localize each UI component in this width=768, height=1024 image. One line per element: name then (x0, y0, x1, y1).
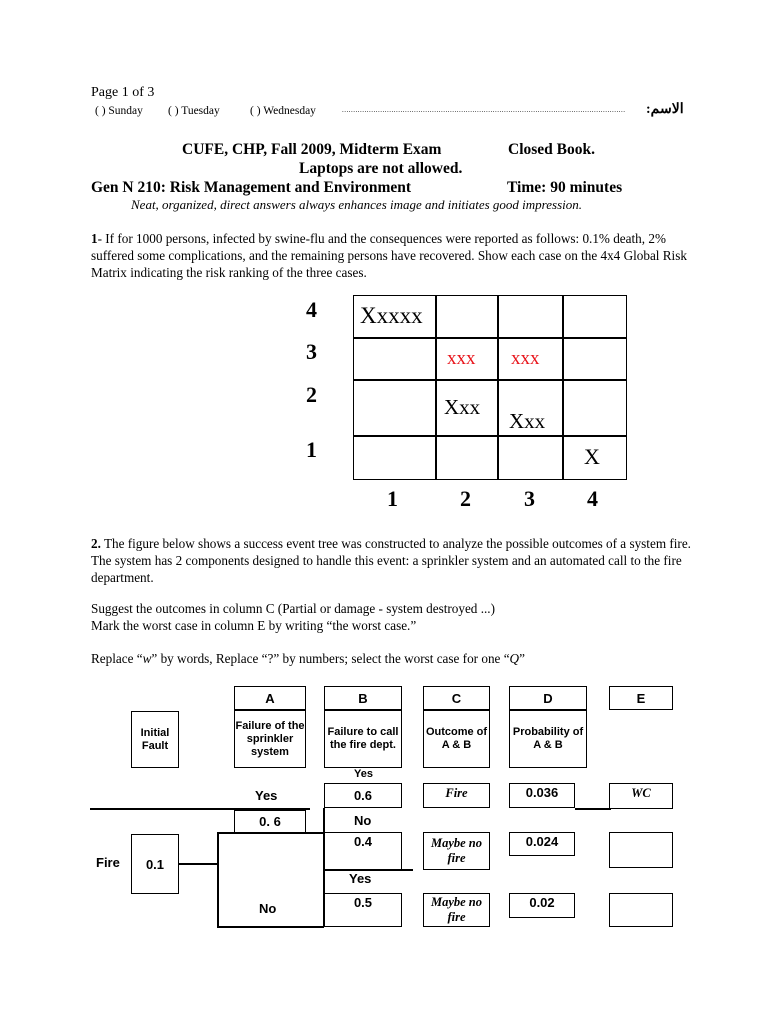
initial-fault-header: Initial Fault (131, 711, 179, 768)
cell-r3c2: xxx (447, 348, 476, 369)
replace-text-1: Replace “ (91, 651, 143, 666)
d-probability-3[interactable]: 0.02 (509, 893, 575, 918)
y-label-2: 2 (306, 382, 317, 407)
fire-probability[interactable]: 0.1 (131, 834, 179, 894)
col-letter-a: A (234, 686, 306, 710)
exam-title: CUFE, CHP, Fall 2009, Midterm Exam (182, 141, 442, 158)
d-probability-2[interactable]: 0.024 (509, 832, 575, 856)
a-yes-label: Yes (255, 788, 278, 803)
motto: Neat, organized, direct answers always enhances image and initiates good impression. (131, 197, 582, 212)
x-label-3: 3 (524, 486, 535, 511)
b-yes-label-1: Yes (354, 768, 373, 780)
question-2-number: 2. (91, 536, 101, 551)
x-label-2: 2 (460, 486, 471, 511)
c-outcome-1[interactable]: Fire (423, 783, 490, 808)
name-label: الاسم: (646, 102, 684, 117)
e-mark-1[interactable]: WC (609, 783, 673, 809)
day-option-tuesday[interactable]: ( ) Tuesday (168, 105, 220, 117)
replace-q: Q (509, 651, 520, 666)
question-2 (91, 535, 703, 586)
x-label-4: 4 (587, 486, 598, 511)
closed-book-note: Closed Book. (508, 141, 595, 158)
instruction-worst-case: Mark the worst case in column E by writing “the worst case.” (91, 618, 417, 633)
cell-r1c4: X (584, 444, 600, 469)
replace-text-2: ” by words, Replace “?” by numbers; select the worst case for one “ (151, 651, 510, 666)
y-label-1: 1 (306, 437, 317, 462)
c-outcome-2[interactable]: Maybe no fire (423, 832, 490, 870)
question-1 (91, 230, 701, 281)
instruction-replace (91, 651, 525, 667)
col-letter-d: D (509, 686, 587, 710)
course-title: Gen N 210: Risk Management and Environment (91, 179, 412, 196)
col-letter-c: C (423, 686, 490, 710)
fire-label: Fire (96, 855, 120, 870)
question-1-text: - If for 1000 persons, infected by swine-flu and the consequences were reported as follows: 0.1% death, 2% suffered some complications, and the remaining persons have recovered. Show each case on the 4x4 Global Risk Matrix indicating the risk ranking of the three cases. (91, 231, 687, 280)
name-dotted-line[interactable]: .............................................................................................................................. (342, 106, 626, 114)
page-number: Page 1 of 3 (91, 85, 155, 100)
col-a-header: Failure of the sprinkler system (234, 710, 306, 768)
day-option-wednesday[interactable]: ( ) Wednesday (250, 105, 316, 117)
question-1-number: 1 (91, 231, 98, 246)
b-yes-label-2: Yes (349, 871, 372, 886)
day-option-sunday[interactable]: ( ) Sunday (95, 105, 143, 117)
time-limit: Time: 90 minutes (507, 179, 623, 196)
y-label-3: 3 (306, 339, 317, 364)
b-no-label-1: No (354, 813, 372, 828)
replace-text-3: ” (519, 651, 525, 666)
cell-r2c2: Xxx (444, 395, 481, 419)
b-value-1[interactable]: 0.6 (324, 783, 402, 808)
col-b-header: Failure to call the fire dept. (324, 710, 402, 768)
e-mark-2[interactable] (609, 832, 673, 868)
a-no-label: No (259, 901, 277, 916)
cell-r4c1: Xxxxx (360, 303, 423, 328)
a-yes-probability[interactable]: 0. 6 (234, 810, 306, 833)
laptops-note: Laptops are not allowed. (299, 160, 463, 177)
col-letter-e: E (609, 686, 673, 710)
replace-w: w (142, 651, 152, 666)
d-probability-1[interactable]: 0.036 (509, 783, 575, 808)
b-value-2[interactable]: 0.4 (324, 832, 402, 870)
e-mark-3[interactable] (609, 893, 673, 927)
b-value-3[interactable]: 0.5 (324, 893, 402, 927)
instruction-outcomes: Suggest the outcomes in column C (Partial or damage - system destroyed ...) (91, 601, 495, 616)
col-d-header: Probability of A & B (509, 710, 587, 768)
c-outcome-3[interactable]: Maybe no fire (423, 893, 490, 927)
col-letter-b: B (324, 686, 402, 710)
y-label-4: 4 (306, 297, 317, 322)
x-label-1: 1 (387, 486, 398, 511)
cell-r2c3: Xxx (509, 409, 546, 433)
col-c-header: Outcome of A & B (423, 710, 490, 768)
question-2-text: The figure below shows a success event tree was constructed to analyze the possible outcomes of a system fire. The system has 2 components designed to handle this event: a sprinkler system and an automated call to the fire department. (91, 536, 691, 585)
cell-r3c3: xxx (511, 348, 540, 369)
